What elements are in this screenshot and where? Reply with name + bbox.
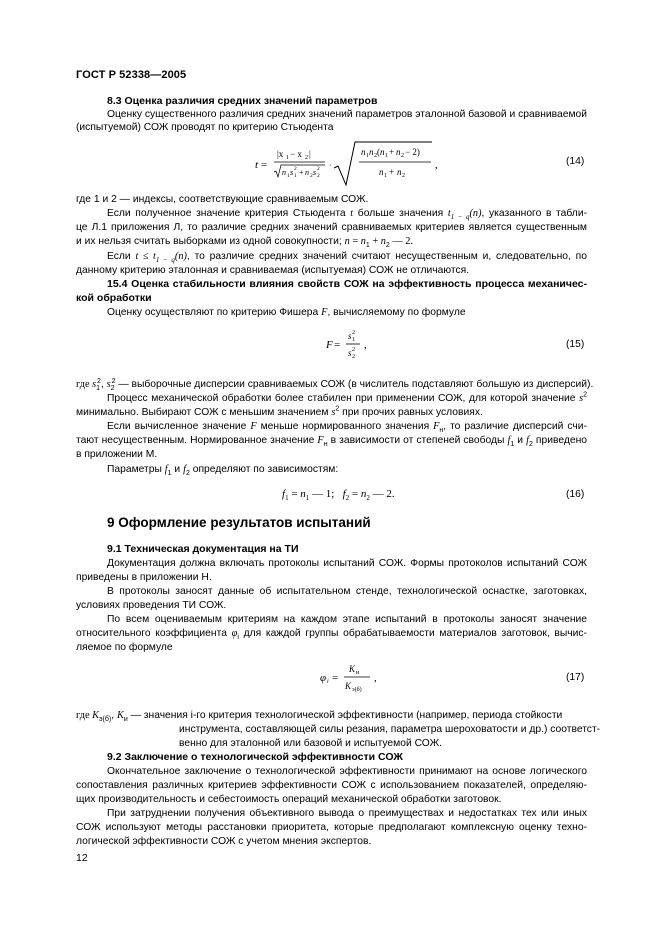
s83-p2-text-a: Если полученное значение критерия Стьюдента bbox=[107, 208, 351, 219]
var-F: F bbox=[321, 307, 328, 318]
svg-text:2: 2 bbox=[352, 330, 355, 336]
section-9-title: 9 Оформление результатов испытаний bbox=[107, 515, 371, 530]
s92-p4-line1: Окончательное заключение о технологической эффективности принимают на основе логического bbox=[107, 766, 587, 777]
s83-where: где 1 и 2 — индексы, соответствующие сравниваемым СОЖ. bbox=[76, 194, 369, 205]
svg-text:i: i bbox=[327, 679, 329, 685]
s154-p3-line3: в приложении М. bbox=[76, 449, 158, 460]
equation-number-14: (14) bbox=[566, 156, 585, 167]
svg-text:1: 1 bbox=[294, 173, 297, 179]
svg-text:1: 1 bbox=[366, 153, 369, 159]
svg-text:2: 2 bbox=[317, 173, 320, 179]
s83-p1-line2: (испытуемой) СОЖ проводят по критерию Стьюдента bbox=[76, 122, 334, 133]
s154-p4-text-c: определяют по зависимостям: bbox=[192, 464, 339, 475]
s154-p2-text-1: Процесс механической обработки более стабилен при применении СОЖ, для которой значение bbox=[107, 393, 576, 404]
svg-text:2: 2 bbox=[310, 173, 313, 179]
svg-text:,: , bbox=[435, 159, 438, 171]
document-header: ГОСТ Р 52338—2005 bbox=[76, 69, 187, 81]
s83-p3-text-b: , то различие средних значений считают несущественным и, следовательно, по bbox=[186, 251, 587, 262]
n-sum-formula: n bbox=[344, 236, 350, 247]
s154-p3-text-1c: , то различие дисперсий счи- bbox=[443, 421, 587, 432]
s91-p3-text-2b: для каждой группы обрабатываемости материалов заготовок, вычис- bbox=[243, 628, 587, 639]
t-condition: $t \le t_{1 - q}(n)$ bbox=[135, 251, 187, 265]
svg-text:1: 1 bbox=[384, 173, 387, 179]
s154-p1 bbox=[107, 306, 466, 319]
svg-text:n: n bbox=[282, 168, 286, 177]
section-15-4-title-line1: 15.4 Оценка стабильности влияния свойств СОЖ на эффективность процесса механичес- bbox=[107, 278, 587, 290]
s154-p2-text-2b: при прочих равных условиях. bbox=[342, 407, 483, 418]
s91-p2-line2: условиях проведения ТИ СОЖ. bbox=[76, 600, 227, 611]
svg-text:φ: φ bbox=[320, 672, 327, 684]
s83-p2-line3-text: и их нельзя считать выборками из одной совокупности; bbox=[76, 236, 342, 247]
svg-text:K: K bbox=[345, 681, 352, 691]
s83-p3-line2: данному критерию эталонная и сравниваемая (испытуемая) СОЖ не отличаются. bbox=[76, 265, 470, 276]
equation-number-16: (16) bbox=[566, 489, 585, 500]
svg-text:n: n bbox=[305, 168, 309, 177]
s154-p3-text-2a: тают несущественным. Нормированное значение bbox=[76, 435, 315, 446]
s91-where-line1: где $K_{э(б)}$, $K_и$ — значения i-го критерия технологической эффективности (например, периода стойкости bbox=[76, 710, 563, 724]
formula-15 bbox=[326, 328, 386, 362]
s91-p1-line2: приведены в приложении Н. bbox=[76, 572, 212, 583]
svg-text:− x: − x bbox=[290, 149, 302, 159]
svg-text:s: s bbox=[290, 168, 294, 177]
s154-p2-line1: Процесс механической обработки более стабилен при применении СОЖ, для которой значение $s^2$ bbox=[107, 391, 587, 404]
s91-where-line3: венно для эталонной или базовой и испытуемой СОЖ. bbox=[179, 738, 442, 749]
s91-p1-line1: Документация должна включать протоколы испытаний СОЖ. Формы протоколов испытаний СОЖ bbox=[107, 558, 587, 569]
section-9-2-title: 9.2 Заключение о технологической эффективности СОЖ bbox=[107, 751, 403, 763]
s154-p3-text-2c: приведено bbox=[535, 435, 587, 446]
svg-text:n: n bbox=[369, 147, 374, 157]
svg-text:2: 2 bbox=[402, 173, 405, 179]
svg-text:n: n bbox=[397, 167, 402, 177]
svg-text:2: 2 bbox=[294, 166, 297, 172]
s91-where-text-1: — значения i-го критерия технологической эффективности (например, периода стойкости bbox=[130, 710, 563, 721]
s83-p3-text-a: Если bbox=[107, 251, 136, 262]
svg-text:s: s bbox=[348, 331, 352, 341]
s154-p1-text: Оценку осуществляют по критерию Фишера bbox=[107, 307, 319, 318]
svg-text:s: s bbox=[313, 168, 317, 177]
var-t-critical: $t_{1 - q}(n)$ bbox=[447, 208, 482, 222]
formula-16: $f_1 = n_1$ — 1; $f_2 = n_2$ — 2. bbox=[282, 488, 395, 503]
svg-text:2: 2 bbox=[401, 153, 404, 159]
s154-where-text: — выборочные дисперсии сравниваемых СОЖ (в числитель подставляют большую из дисперсий). bbox=[118, 379, 594, 390]
s154-p4: Параметры $f_1$ и $f_2$ определяют по зависимостям: bbox=[107, 464, 339, 478]
svg-text:F: F bbox=[326, 339, 333, 351]
svg-text:2: 2 bbox=[305, 155, 308, 161]
svg-text:1: 1 bbox=[385, 153, 388, 159]
svg-text:(: ( bbox=[377, 147, 380, 157]
svg-text:n: n bbox=[396, 147, 401, 157]
s154-p2-text-2a: минимально. Выбирают СОЖ с меньшим значением bbox=[76, 407, 329, 418]
s91-p2-line1: В протоколы заносят данные об испытательном стенде, технологической оснастке, заготовках, bbox=[107, 586, 587, 597]
formula-15-svg bbox=[326, 328, 386, 362]
svg-text:n: n bbox=[361, 147, 366, 157]
svg-text:2: 2 bbox=[352, 347, 355, 353]
svg-text:1: 1 bbox=[352, 337, 355, 343]
section-15-4-title-line2: кой обработки bbox=[76, 292, 152, 304]
s83-p2-text-b: больше значения bbox=[353, 208, 448, 219]
s154-p3-text-2b: в зависимости от степеней свободы bbox=[330, 435, 505, 446]
s91-p3-text-2a: относительного коэффициента bbox=[76, 628, 227, 639]
svg-text:2: 2 bbox=[317, 166, 320, 172]
svg-text:|: | bbox=[309, 149, 311, 159]
svg-text:=: = bbox=[261, 159, 268, 171]
svg-text:,: , bbox=[374, 672, 377, 684]
s92-p5-line3: логической эффективности СОЖ с учетом мнения экспертов. bbox=[76, 836, 372, 847]
s154-p3-text-1b: меньше нормированного значения bbox=[260, 421, 430, 432]
svg-text:K: K bbox=[349, 664, 356, 674]
formula-14-svg bbox=[255, 140, 455, 190]
formula-17 bbox=[320, 660, 390, 696]
s83-p1-line1: Оценку существенного различия средних значений параметров эталонной базовой и сравниваемой bbox=[107, 109, 587, 120]
equation-number-15: (15) bbox=[566, 339, 585, 350]
svg-text:и: и bbox=[356, 670, 360, 676]
s91-p3-line3: ляемое по формуле bbox=[76, 642, 173, 653]
s154-p3-line2: тают несущественным. Нормированное значение $F_н$ в зависимости от степеней свободы $f_1$ и $f_2$ приведено bbox=[76, 435, 587, 449]
s154-p3-line1: Если вычисленное значение F меньше нормированного значения $F_н$, то различие дисперсий счи- bbox=[107, 421, 587, 435]
formula-14 bbox=[255, 140, 455, 190]
s91-p3-line1: По всем оцениваемым критериям на каждом этапе испытаний в протоколы заносят значение bbox=[107, 614, 587, 625]
svg-text:n: n bbox=[379, 167, 384, 177]
where-word: где bbox=[76, 379, 93, 390]
svg-text:,: , bbox=[364, 339, 367, 351]
svg-text:1: 1 bbox=[287, 173, 290, 179]
s83-p2-text-c: , указанного в табли- bbox=[481, 208, 587, 219]
svg-text:2: 2 bbox=[374, 153, 377, 159]
s154-p1-end: , вычисляемому по формуле bbox=[327, 307, 466, 318]
s91-where-line2: инструмента, составляющей силы резания, параметра шероховатости и др.) соответст- bbox=[179, 724, 601, 735]
svg-text:s: s bbox=[348, 348, 352, 358]
page-number: 12 bbox=[76, 852, 88, 864]
svg-text:|x: |x bbox=[277, 149, 284, 159]
equation-number-17: (17) bbox=[566, 672, 585, 683]
section-9-1-title: 9.1 Техническая документация на ТИ bbox=[107, 543, 299, 555]
s92-p4-line2: сопоставления различных критериев эффективности СОЖ с использованием показателей, определяю- bbox=[76, 780, 587, 791]
svg-text:t: t bbox=[255, 159, 259, 171]
svg-text:− 2): − 2) bbox=[405, 147, 420, 157]
svg-text:э(б): э(б) bbox=[352, 687, 362, 693]
s91-p3-line2: относительного коэффициента $\varphi_i$ для каждой группы обрабатываемости материалов заготовок, вычис- bbox=[76, 628, 587, 642]
svg-text:1: 1 bbox=[286, 155, 289, 161]
svg-text:·: · bbox=[329, 161, 332, 170]
formula-17-svg bbox=[320, 660, 390, 696]
var-t: t bbox=[350, 208, 354, 219]
svg-text:=: = bbox=[332, 672, 339, 684]
svg-text:2: 2 bbox=[352, 354, 355, 360]
svg-text:+: + bbox=[389, 147, 395, 157]
section-8-3-title: 8.3 Оценка различия средних значений параметров bbox=[107, 95, 378, 107]
s92-p5-line2: СОЖ используют методы расстановки приоритета, которые предполагают комплексную оценку техно- bbox=[76, 822, 587, 833]
s83-p2-line1 bbox=[107, 207, 587, 220]
svg-text:=: = bbox=[334, 339, 341, 351]
s154-p4-text-a: Параметры bbox=[107, 464, 162, 475]
svg-text:+: + bbox=[389, 167, 395, 177]
s83-p2-line3: и их нельзя считать выборками из одной совокупности; $n = n_1 + n_2$ — 2. bbox=[76, 236, 413, 250]
s154-p3-text-1a: Если вычисленное значение bbox=[107, 421, 247, 432]
s83-p3-line1 bbox=[107, 250, 587, 263]
s92-p5-line1: При затруднении получения объективного вывода о преимуществах и недостатках тех или иных bbox=[107, 808, 587, 819]
s154-p2-line2: минимально. Выбирают СОЖ с меньшим значением $s^2$ при прочих равных условиях. bbox=[76, 405, 483, 418]
svg-text:n: n bbox=[380, 147, 385, 157]
s83-p2-line2: це Л.1 приложения Л, то различие средних значений сравниваемых критериев является существенным bbox=[76, 222, 587, 233]
s154-p4-text-b: и bbox=[174, 464, 181, 475]
s92-p4-line3: щих производительность и себестоимость операций механической обработки заготовок. bbox=[76, 794, 502, 805]
svg-text:+: + bbox=[299, 168, 304, 177]
s154-where: где $s_1^2$, $s_2^2$ — выборочные дисперсии сравниваемых СОЖ (в числитель подставляют большую из дисперсий). bbox=[76, 377, 594, 393]
